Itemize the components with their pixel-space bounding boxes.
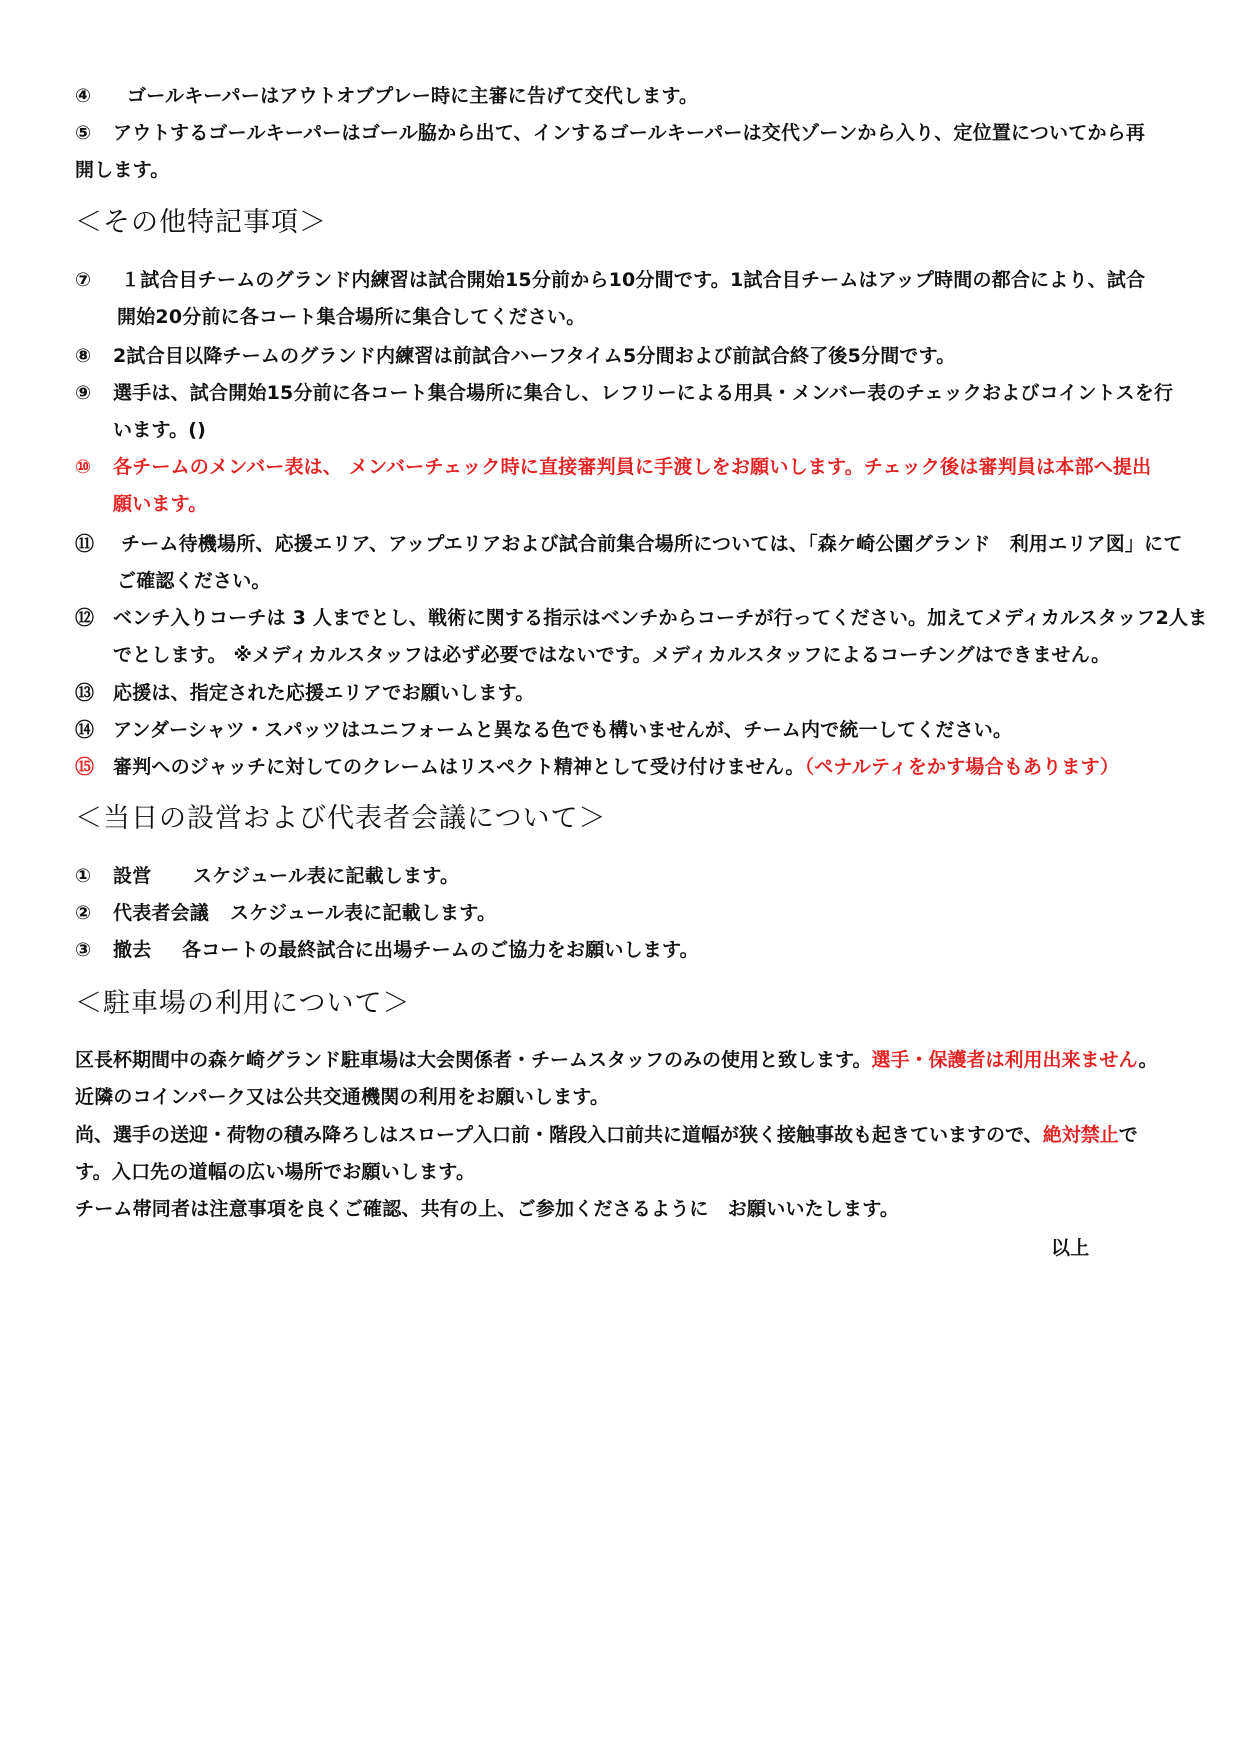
- item-text: 開始20分前に各コート集合場所に集合してください。: [117, 306, 586, 328]
- paragraph-highlight: 選手・保護者は利用出来ません: [871, 1049, 1139, 1071]
- list-item-10: [75, 453, 1151, 481]
- item-text: アウトするゴールキーパーはゴール脇から出て、インするゴールキーパーは交代ゾーンから入り、定位置についてから再: [113, 122, 1146, 144]
- item-number: ①: [75, 865, 92, 887]
- paragraph-text: で: [1118, 1124, 1138, 1146]
- item-text: でとします。 ※メディカルスタッフは必ず必要ではないです。メディカルスタッフによるコーチングはできません。: [113, 644, 1111, 666]
- item-text: 審判へのジャッチに対してのクレームはリスペクト精神として受け付けません。: [113, 756, 805, 778]
- list-item-12: [75, 604, 1207, 632]
- parking-paragraph-line-5: [75, 1195, 899, 1223]
- item-number: ⑫: [75, 607, 95, 629]
- item-number: ⑧: [75, 345, 92, 367]
- list-item-9-continuation: [113, 416, 206, 444]
- item-text: 応援は、指定された応援エリアでお願いします。: [113, 682, 535, 704]
- list-item-setup-3: [75, 936, 699, 964]
- item-text: 2試合目以降チームのグランド内練習は前試合ハーフタイム5分間および前試合終了後5分間です。: [113, 345, 956, 367]
- item-number: ⑭: [75, 719, 95, 741]
- item-number: ⑤: [75, 122, 92, 144]
- list-item-5: [75, 119, 1145, 147]
- item-number: ⑨: [75, 382, 92, 404]
- list-item-7: [75, 266, 1145, 294]
- item-note: （ペナルティをかす場合もあります）: [804, 756, 1120, 778]
- parking-paragraph-line-3: [75, 1121, 1138, 1149]
- item-text: ご確認ください。: [117, 570, 271, 592]
- item-text: 選手は、試合開始15分前に各コート集合場所に集合し、レフリーによる用具・メンバー表のチェックおよびコイントスを行: [113, 382, 1174, 404]
- item-number: ②: [75, 902, 92, 924]
- item-number: ⑮: [75, 756, 95, 778]
- section-heading-parking: ＜駐車場の利用について＞: [75, 988, 411, 1019]
- list-item-5-continuation: [75, 156, 169, 184]
- list-item-10-continuation: [113, 490, 207, 518]
- list-item-14: [75, 716, 1012, 744]
- paragraph-highlight: 絶対禁止: [1042, 1124, 1119, 1146]
- paragraph-text: 尚、選手の送迎・荷物の積み降ろしはスロープ入口前・階段入口前共に道幅が狭く接触事故も起きていますので、: [75, 1124, 1043, 1146]
- closing-text: 以上: [1051, 1237, 1090, 1259]
- section-heading-setup: ＜当日の設営および代表者会議について＞: [75, 803, 607, 834]
- list-item-4: [75, 82, 698, 110]
- paragraph-text: チーム帯同者は注意事項を良くご確認、共有の上、ご参加くださるように お願いいたします。: [75, 1198, 900, 1220]
- parking-paragraph-line-2: [75, 1083, 609, 1111]
- parking-paragraph-line-4: [75, 1158, 475, 1186]
- paragraph-text: 。: [1138, 1049, 1158, 1071]
- item-number: ⑪: [75, 533, 95, 555]
- item-number: ⑬: [75, 682, 95, 704]
- list-item-setup-1: [75, 862, 459, 890]
- item-text: 各コートの最終試合に出場チームのご協力をお願いします。: [182, 939, 699, 961]
- paragraph-text: す。入口先の道幅の広い場所でお願いします。: [75, 1161, 476, 1183]
- section-heading-other: ＜その他特記事項＞: [75, 207, 327, 238]
- item-text: アンダーシャツ・スパッツはユニフォームと異なる色でも構いませんが、チーム内で統一してください。: [113, 719, 1013, 741]
- list-item-11: [75, 530, 1183, 558]
- list-item-8: [75, 342, 955, 370]
- item-number: ⑩: [75, 456, 92, 478]
- list-item-9: [75, 379, 1173, 407]
- item-text: います。(): [113, 419, 207, 441]
- item-text: 開します。: [75, 159, 170, 181]
- list-item-13: [75, 679, 534, 707]
- list-item-setup-2: [75, 899, 496, 927]
- item-text: スケジュール表に記載します。: [193, 865, 460, 887]
- paragraph-text: 近隣のコインパーク又は公共交通機関の利用をお願いします。: [75, 1086, 610, 1108]
- list-item-7-continuation: [117, 303, 585, 331]
- item-number: ③: [75, 939, 92, 961]
- item-text: スケジュール表に記載します。: [230, 902, 497, 924]
- list-item-12-continuation: [113, 641, 1110, 669]
- item-text: 願います。: [113, 493, 208, 515]
- item-label: 撤去: [113, 939, 152, 961]
- item-number: ⑦: [75, 269, 92, 291]
- list-item-11-continuation: [117, 567, 271, 595]
- item-label: 代表者会議: [113, 902, 210, 924]
- item-label: 設営: [113, 865, 152, 887]
- list-item-15: [75, 753, 1119, 781]
- item-text: 各チームのメンバー表は、 メンバーチェック時に直接審判員に手渡しをお願いします。チェック後は審判員は本部へ提出: [113, 456, 1152, 478]
- paragraph-text: 区長杯期間中の森ケ崎グランド駐車場は大会関係者・チームスタッフのみの使用と致します。: [75, 1049, 872, 1071]
- item-number: ④: [75, 85, 92, 107]
- item-text: ベンチ入りコーチは 3 人までとし、戦術に関する指示はベンチからコーチが行ってください。加えてメディカルスタッフ2人ま: [113, 607, 1208, 629]
- item-text: １試合目チームのグランド内練習は試合開始15分前から10分間です。1試合目チームはアップ時間の都合により、試合: [121, 269, 1146, 291]
- item-text: ゴールキーパーはアウトオブプレー時に主審に告げて交代します。: [127, 85, 699, 107]
- parking-paragraph-line-1: [75, 1046, 1158, 1074]
- item-text: チーム待機場所、応援エリア、アップエリアおよび試合前集合場所については、「森ケ崎公園グランド 利用エリア図」にて: [121, 533, 1183, 555]
